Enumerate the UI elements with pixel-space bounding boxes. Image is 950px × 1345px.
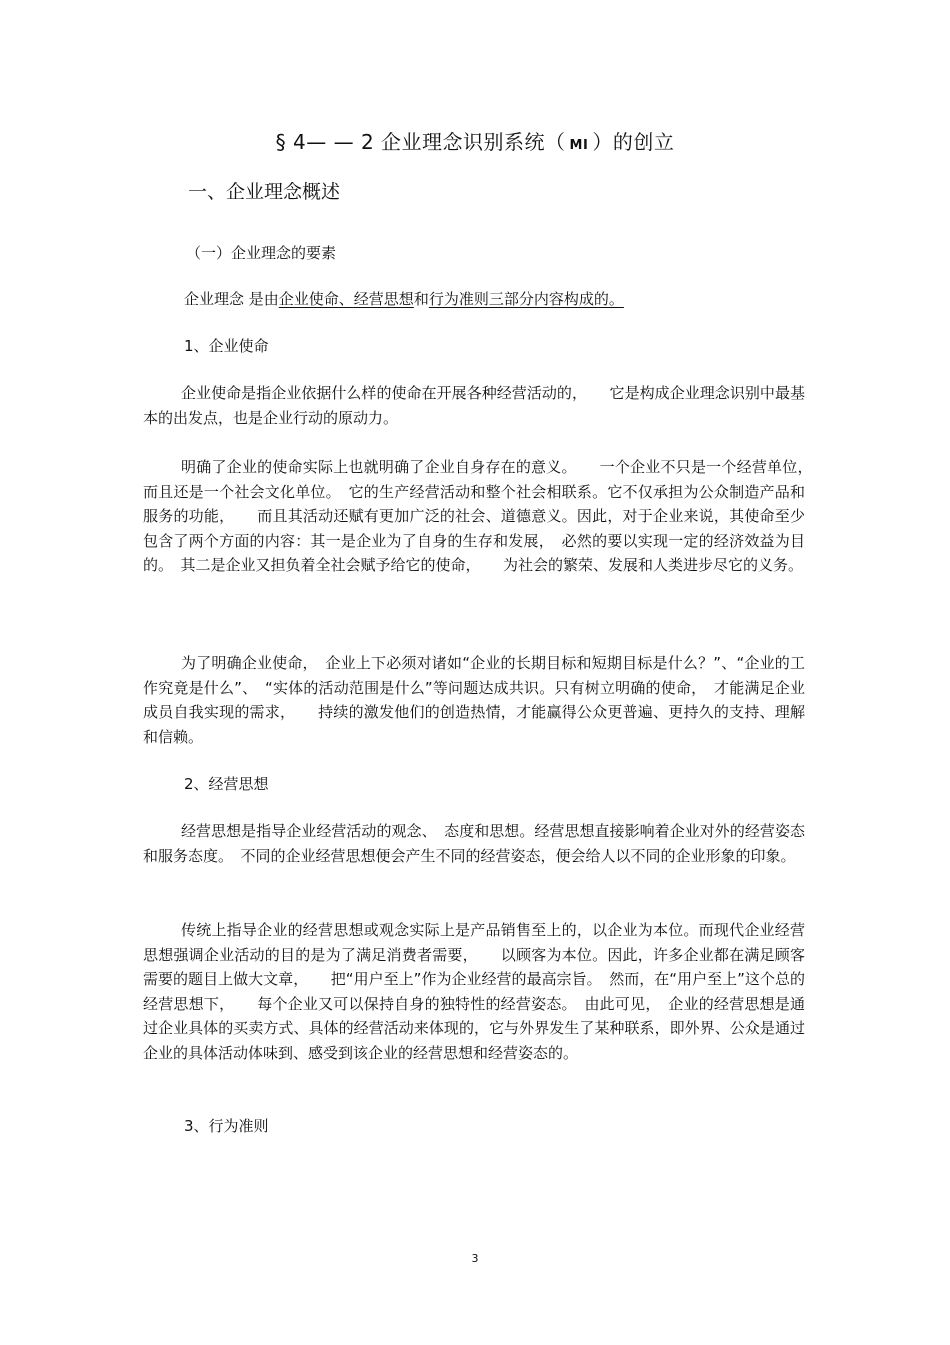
item-heading-mission: 1、企业使命 <box>184 337 269 355</box>
item-heading-business-thought: 2、经营思想 <box>184 775 269 793</box>
document-title <box>0 128 950 160</box>
paragraph-business-thought-definition: 经营思想是指导企业经营活动的观念、 态度和思想。经营思想直接影响着企业对外的经营姿态和服务态度。 不同的企业经营思想便会产生不同的经营姿态，便会给人以不同的企业形象的印象。 <box>143 822 805 865</box>
paragraph-mission-clarify: 为了明确企业使命， 企业上下必须对诸如“企业的长期目标和短期目标是什么？”、“企业的工作究竟是什么”、 “实体的活动范围是什么”等问题达成共识。只有树立明确的使命， 才能满足企业成员自我实现的需求， 持续的激发他们的创造热情，才能赢得公众更普遍、更持久的支持、理解和信赖。 <box>143 654 805 746</box>
paragraph-business-thought-evolution: 传统上指导企业的经营思想或观念实际上是产品销售至上的，以企业为本位。而现代企业经营思想强调企业活动的目的是为了满足消费者需要， 以顾客为本位。因此，许多企业都在满足顾客需要的题目上做大文章， 把“用户至上”作为企业经营的最高宗旨。 然而，在“用户至上”这个总的经营思想下， 每个企业又可以保持自身的独特性的经营姿态。 由此可见， 企业的经营思想是通过企业具体的买卖方式、具体的经营活动来体现的，它与外界发生了某种联系，即外界、公众是通过企业的具体活动体味到、感受到该企业的经营思想和经营姿态的。 <box>143 921 805 1062</box>
paragraph-mission-meaning: 明确了企业的使命实际上也就明确了企业自身存在的意义。 一个企业不只是一个经营单位， 而且还是一个社会文化单位。 它的生产经营活动和整个社会相联系。它不仅承担为公众制造产品和服务的功能， 而且其活动还赋有更加广泛的社会、道德意义。因此，对于企业来说，其使命至少包含了两个方面的内容：其一是企业为了自身的生存和发展， 必然的要以实现一定的经济效益为目的。 其二是企业又担负着全社会赋予给它的使命， 为社会的繁荣、发展和人类进步尽它的义务。 <box>143 458 821 574</box>
subsection-heading: （一）企业理念的要素 <box>186 244 337 262</box>
title-suffix: ）的创立 <box>592 130 675 154</box>
intro-text-2: 企业使命、 <box>278 290 354 308</box>
intro-sentence <box>184 287 624 311</box>
intro-text-3: 经营思想 <box>353 290 414 308</box>
intro-text-6: 部分内容构成的。 <box>503 290 624 308</box>
page-number: 3 <box>471 1252 479 1265</box>
paragraph-mission-definition: 企业使命是指企业依据什么样的使命在开展各种经营活动的， 它是构成企业理念识别中最基本的出发点，也是企业行动的原动力。 <box>143 384 805 427</box>
title-abbr: MI <box>569 138 589 153</box>
intro-text-1: 企业理念 是由 <box>184 290 279 308</box>
section-heading: 一、企业理念概述 <box>188 181 341 203</box>
item-heading-code-of-conduct: 3、行为准则 <box>184 1117 269 1135</box>
intro-text-4: 和 <box>413 290 429 308</box>
intro-text-5: 行为准则三 <box>428 290 504 308</box>
title-prefix: § 4— — 2 企业理念识别系统（ <box>275 130 566 154</box>
